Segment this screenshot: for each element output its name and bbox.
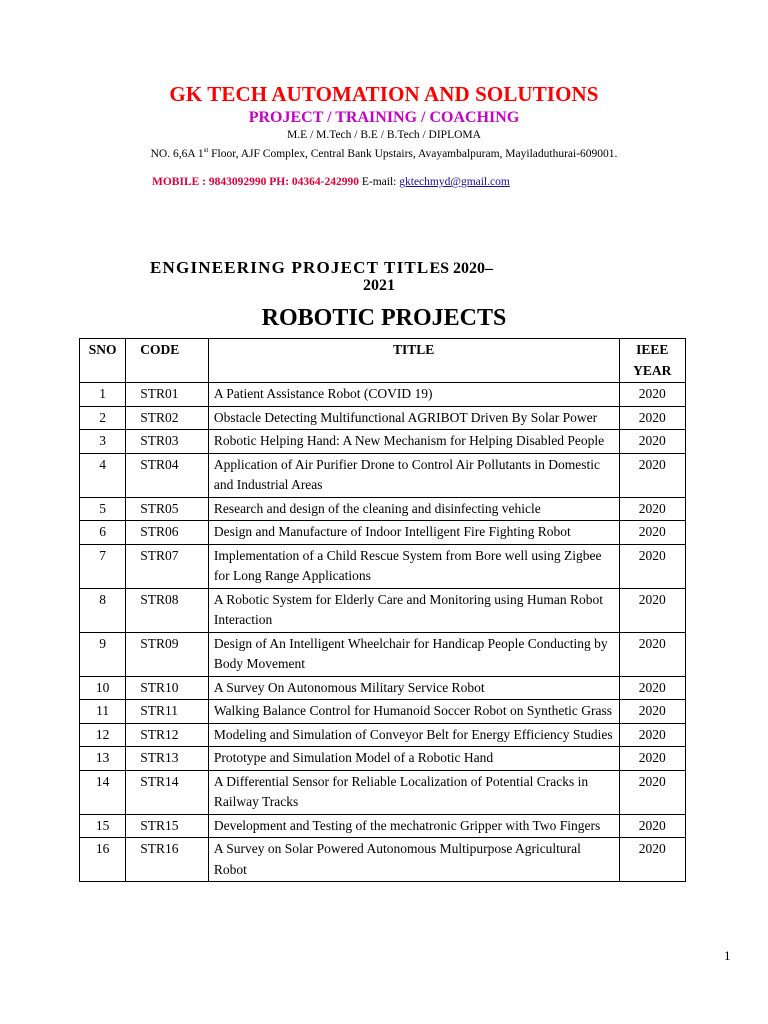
year-cell: 2020: [619, 383, 685, 407]
title-cell: Robotic Helping Hand: A New Mechanism for Helping Disabled People: [208, 430, 619, 454]
table-row: [80, 838, 686, 882]
code-cell: STR04: [126, 453, 209, 497]
table-row: [80, 588, 686, 632]
year-cell: 2020: [619, 406, 685, 430]
sno-cell: 11: [80, 700, 126, 724]
table-row: [80, 430, 686, 454]
table-row: [80, 453, 686, 497]
table-row: [80, 770, 686, 814]
table-row: [80, 521, 686, 545]
code-cell: STR10: [126, 676, 209, 700]
table-row: [80, 497, 686, 521]
title-cell: A Differential Sensor for Reliable Localization of Potential Cracks in Railway Tracks: [208, 770, 619, 814]
sno-cell: 9: [80, 632, 126, 676]
header-sno: SNO: [80, 339, 126, 383]
code-cell: STR02: [126, 406, 209, 430]
title-cell: Design of An Intelligent Wheelchair for Handicap People Conducting by Body Movement: [208, 632, 619, 676]
address-line: [0, 146, 768, 160]
page-number: 1: [724, 948, 731, 963]
code-cell: STR05: [126, 497, 209, 521]
table-row: [80, 383, 686, 407]
tagline: PROJECT / TRAINING / COACHING: [248, 109, 520, 126]
header-ieee-year: [619, 339, 685, 383]
sno-cell: 5: [80, 497, 126, 521]
table-row: [80, 723, 686, 747]
year-cell: 2020: [619, 700, 685, 724]
year-cell: 2020: [619, 747, 685, 771]
sno-cell: 12: [80, 723, 126, 747]
table-row: [80, 814, 686, 838]
sno-cell: 6: [80, 521, 126, 545]
title-cell: Walking Balance Control for Humanoid Soccer Robot on Synthetic Grass: [208, 700, 619, 724]
address-rest: Floor, AJF Complex, Central Bank Upstairs, Avayambalpuram, Mayiladuthurai-609001.: [208, 147, 618, 160]
title-cell: A Robotic System for Elderly Care and Monitoring using Human Robot Interaction: [208, 588, 619, 632]
phone-numbers: MOBILE : 9843092990 PH: 04364-242990: [152, 176, 359, 188]
sno-cell: 10: [80, 676, 126, 700]
sno-cell: 4: [80, 453, 126, 497]
projects-table: [79, 338, 686, 882]
sno-cell: 14: [80, 770, 126, 814]
header-code: CODE: [126, 339, 209, 383]
year-cell: 2020: [619, 814, 685, 838]
sno-cell: 15: [80, 814, 126, 838]
title-cell: Implementation of a Child Rescue System from Bore well using Zigbee for Long Range Applications: [208, 544, 619, 588]
year-cell: 2020: [619, 521, 685, 545]
sno-cell: 3: [80, 430, 126, 454]
table-row: [80, 700, 686, 724]
header-title: TITLE: [208, 339, 619, 383]
table-row: [80, 544, 686, 588]
year-cell: 2020: [619, 544, 685, 588]
title-cell: A Survey on Solar Powered Autonomous Multipurpose Agricultural Robot: [208, 838, 619, 882]
code-cell: STR15: [126, 814, 209, 838]
code-cell: STR12: [126, 723, 209, 747]
title-cell: A Patient Assistance Robot (COVID 19): [208, 383, 619, 407]
title-cell: Development and Testing of the mechatronic Gripper with Two Fingers: [208, 814, 619, 838]
email-link[interactable]: gktechmyd@gmail.com: [399, 176, 510, 188]
table-row: [80, 747, 686, 771]
year-cell: 2020: [619, 430, 685, 454]
sno-cell: 13: [80, 747, 126, 771]
title-cell: Obstacle Detecting Multifunctional AGRIBOT Driven By Solar Power: [208, 406, 619, 430]
code-cell: STR14: [126, 770, 209, 814]
sno-cell: 2: [80, 406, 126, 430]
document-subtitle: [150, 258, 493, 278]
subtitle-part-1: ENGINEERING PROJECT TITL: [150, 258, 430, 277]
year-cell: 2020: [619, 632, 685, 676]
table-row: [80, 632, 686, 676]
address-superscript: st: [203, 146, 209, 154]
code-cell: STR03: [126, 430, 209, 454]
code-cell: STR08: [126, 588, 209, 632]
code-cell: STR11: [126, 700, 209, 724]
sno-cell: 7: [80, 544, 126, 588]
subtitle-part-2: ES 2020–: [429, 260, 494, 277]
subtitle-line-2: 2021: [363, 277, 395, 294]
sno-cell: 1: [80, 383, 126, 407]
year-cell: 2020: [619, 453, 685, 497]
table-row: [80, 676, 686, 700]
title-cell: Research and design of the cleaning and disinfecting vehicle: [208, 497, 619, 521]
year-cell: 2020: [619, 676, 685, 700]
header-year-line-2: YEAR: [633, 362, 672, 378]
code-cell: STR01: [126, 383, 209, 407]
year-cell: 2020: [619, 723, 685, 747]
code-cell: STR07: [126, 544, 209, 588]
degrees-line: M.E / M.Tech / B.E / B.Tech / DIPLOMA: [287, 129, 481, 141]
sno-cell: 8: [80, 588, 126, 632]
table-header-row: [80, 339, 686, 383]
year-cell: 2020: [619, 588, 685, 632]
table-row: [80, 406, 686, 430]
year-cell: 2020: [619, 497, 685, 521]
year-cell: 2020: [619, 838, 685, 882]
code-cell: STR09: [126, 632, 209, 676]
section-title: ROBOTIC PROJECTS: [261, 305, 507, 331]
title-cell: Modeling and Simulation of Conveyor Belt for Energy Efficiency Studies: [208, 723, 619, 747]
title-cell: A Survey On Autonomous Military Service Robot: [208, 676, 619, 700]
code-cell: STR13: [126, 747, 209, 771]
title-cell: Prototype and Simulation Model of a Robotic Hand: [208, 747, 619, 771]
contact-line: [152, 176, 510, 188]
address-prefix: NO. 6,6A 1: [150, 147, 204, 160]
company-name: GK TECH AUTOMATION AND SOLUTIONS: [169, 82, 599, 106]
code-cell: STR16: [126, 838, 209, 882]
year-cell: 2020: [619, 770, 685, 814]
code-cell: STR06: [126, 521, 209, 545]
email-label: E-mail:: [359, 176, 400, 188]
header-year-line-1: IEEE: [636, 342, 669, 357]
title-cell: Design and Manufacture of Indoor Intelligent Fire Fighting Robot: [208, 521, 619, 545]
sno-cell: 16: [80, 838, 126, 882]
title-cell: Application of Air Purifier Drone to Control Air Pollutants in Domestic and Industrial Areas: [208, 453, 619, 497]
